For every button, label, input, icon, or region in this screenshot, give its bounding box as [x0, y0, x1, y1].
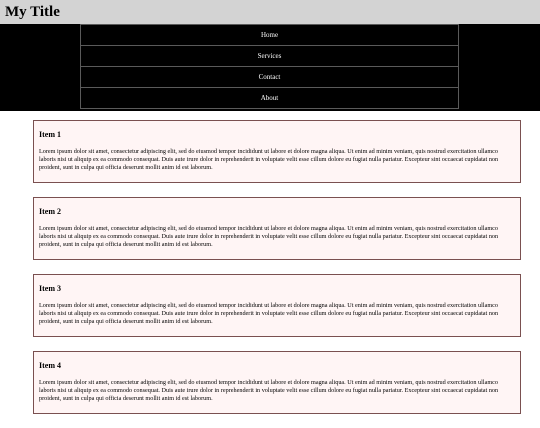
site-header	[0, 0, 540, 24]
nav-item-contact[interactable]: Contact	[80, 66, 459, 88]
content-list	[33, 120, 521, 428]
page-title: My Title	[5, 4, 60, 20]
item-body: Lorem ipsum dolor sit amet, consectetur adipiscing elit, sed do eiusmod tempor incididunt ut labore et dolore magna aliqua. Ut enim ad minim veniam, quis nostrud exercitation ullamco laboris nisi ut aliquip ex ea commodo consequat. Duis aute irure dolor in reprehenderit in voluptate velit esse cillum dolore eu fugiat nulla pariatur. Excepteur sint occaecat cupidatat non proident, sunt in culpa qui officia deserunt mollit anim id est laborum.	[39, 225, 499, 248]
item-body: Lorem ipsum dolor sit amet, consectetur adipiscing elit, sed do eiusmod tempor incididunt ut labore et dolore magna aliqua. Ut enim ad minim veniam, quis nostrud exercitation ullamco laboris nisi ut aliquip ex ea commodo consequat. Duis aute irure dolor in reprehenderit in voluptate velit esse cillum dolore eu fugiat nulla pariatur. Excepteur sint occaecat cupidatat non proident, sunt in culpa qui officia deserunt mollit anim id est laborum.	[39, 302, 499, 325]
item-body: Lorem ipsum dolor sit amet, consectetur adipiscing elit, sed do eiusmod tempor incididunt ut labore et dolore magna aliqua. Ut enim ad minim veniam, quis nostrud exercitation ullamco laboris nisi ut aliquip ex ea commodo consequat. Duis aute irure dolor in reprehenderit in voluptate velit esse cillum dolore eu fugiat nulla pariatur. Excepteur sint occaecat cupidatat non proident, sunt in culpa qui officia deserunt mollit anim id est laborum.	[39, 148, 499, 171]
item-title: Item 3	[39, 284, 61, 293]
main-nav	[0, 24, 540, 111]
nav-item-home[interactable]: Home	[80, 24, 459, 46]
item-body: Lorem ipsum dolor sit amet, consectetur adipiscing elit, sed do eiusmod tempor incididunt ut labore et dolore magna aliqua. Ut enim ad minim veniam, quis nostrud exercitation ullamco laboris nisi ut aliquip ex ea commodo consequat. Duis aute irure dolor in reprehenderit in voluptate velit esse cillum dolore eu fugiat nulla pariatur. Excepteur sint occaecat cupidatat non proident, sunt in culpa qui officia deserunt mollit anim id est laborum.	[39, 379, 499, 402]
item-title: Item 1	[39, 130, 61, 139]
item-title: Item 4	[39, 361, 61, 370]
nav-list	[80, 24, 459, 109]
item-card	[33, 120, 521, 183]
item-title: Item 2	[39, 207, 61, 216]
item-card	[33, 274, 521, 337]
item-card	[33, 197, 521, 260]
nav-item-about[interactable]: About	[80, 87, 459, 109]
nav-item-services[interactable]: Services	[80, 45, 459, 67]
